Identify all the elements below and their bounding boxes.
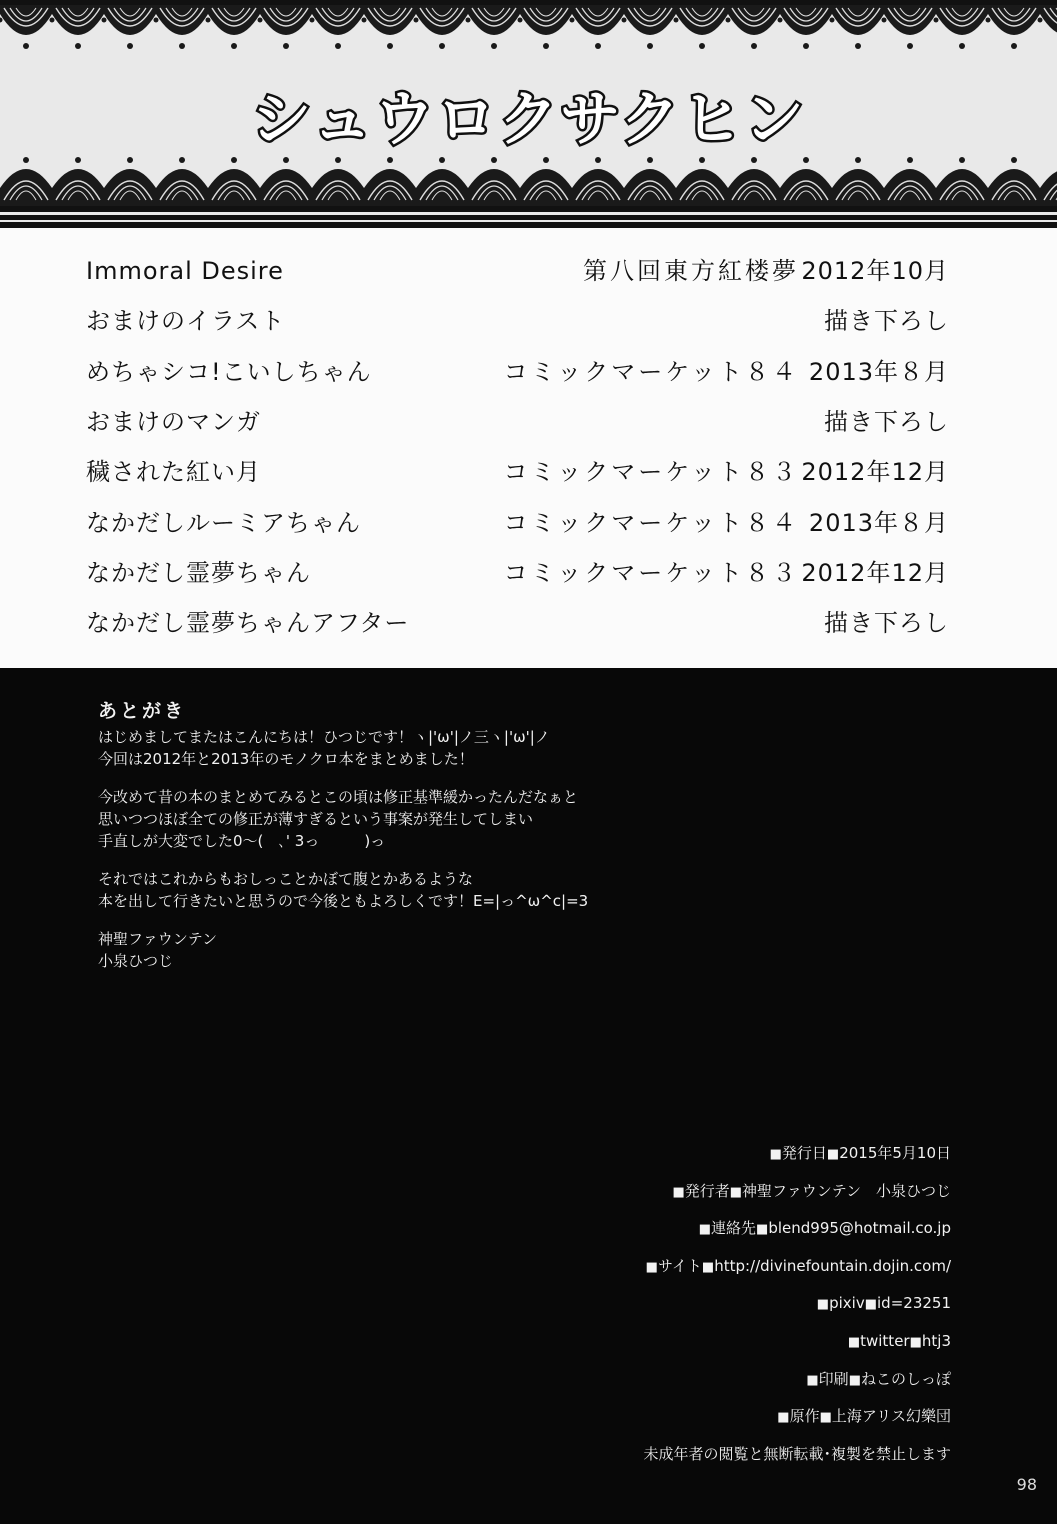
afterword-line: はじめましてまたはこんにちは！ひつじです！ヽ|'ω'|ノ三ヽ|'ω'|ノ	[98, 728, 550, 746]
afterword-paragraph	[98, 868, 718, 912]
colophon-line	[451, 1288, 951, 1326]
colophon-label: pixiv	[829, 1294, 865, 1313]
colophon-value: 神聖ファウンテン 小泉ひつじ	[742, 1181, 951, 1200]
work-row	[0, 397, 1057, 447]
square-bullet-icon: ■	[672, 1184, 685, 1200]
work-title: Immoral Desire	[86, 257, 284, 285]
work-title: めちゃシコ!こいしちゃん	[86, 357, 372, 386]
work-date: 2012年12月	[801, 558, 949, 587]
square-bullet-icon: ■	[848, 1372, 861, 1388]
work-row	[0, 598, 1057, 648]
work-row	[0, 498, 1057, 548]
work-date: 描き下ろし	[824, 609, 949, 638]
work-event: コミックマーケット８３	[503, 458, 799, 487]
work-title: おまけのイラスト	[86, 307, 286, 336]
square-bullet-icon: ■	[847, 1334, 861, 1350]
work-row	[0, 447, 1057, 497]
afterword-paragraph	[98, 928, 718, 972]
afterword-heading: あとがき	[98, 700, 187, 722]
colophon-value: 上海アリス幻樂団	[831, 1407, 951, 1426]
work-row	[0, 246, 1057, 296]
square-bullet-icon: ■	[806, 1372, 819, 1388]
afterword-line: 今改めて昔の本のまとめてみるとこの頃は修正基準緩かったんだなぁと	[98, 788, 579, 806]
colophon-label: 原作	[789, 1407, 820, 1426]
colophon-line	[451, 1364, 951, 1402]
copyright-notice: 未成年者の閲覧と無断転載･複製を禁止します	[643, 1444, 951, 1463]
colophon-label: サイト	[657, 1256, 702, 1275]
work-title: 穢された紅い月	[86, 458, 261, 487]
work-date: 2012年12月	[801, 458, 949, 487]
afterword-line: 手直しが大変でした0～( ､' 3っ )っ	[98, 832, 386, 850]
colophon-line	[451, 1251, 951, 1289]
work-event: コミックマーケット８４	[503, 357, 799, 386]
square-bullet-icon: ■	[756, 1222, 769, 1238]
lace-border-bottom	[0, 156, 1057, 228]
work-date: 2013年８月	[808, 508, 949, 537]
colophon-value: htj3	[921, 1331, 951, 1350]
colophon-label: twitter	[860, 1331, 910, 1350]
colophon-value: 2015年5月10日	[839, 1144, 951, 1162]
afterword-line: それではこれからもおしっことかぼて腹とかあるような	[98, 870, 474, 888]
colophon-line	[451, 1326, 951, 1364]
colophon-line	[451, 1401, 951, 1439]
afterword-paragraph	[98, 726, 718, 770]
colophon-line	[451, 1176, 951, 1214]
colophon-label: 連絡先	[711, 1219, 757, 1238]
work-date: 2013年８月	[808, 357, 949, 386]
square-bullet-icon: ■	[864, 1297, 878, 1313]
work-row	[0, 548, 1057, 598]
afterword-line: 本を出して行きたいと思うので今後ともよろしくです！Ε=|っ^ω^c|=3	[98, 892, 589, 910]
square-bullet-icon: ■	[645, 1259, 658, 1275]
afterword-line: 小泉ひつじ	[98, 952, 174, 970]
afterword-line: 思いつつほぼ全ての修正が薄すぎるという事案が発生してしまい	[98, 810, 534, 828]
colophon-value: http://divinefountain.dojin.com/	[714, 1256, 951, 1275]
square-bullet-icon: ■	[816, 1297, 830, 1313]
works-list	[0, 228, 1057, 668]
work-event: 第八回東方紅楼夢	[583, 257, 799, 285]
work-event: コミックマーケット８４	[503, 508, 799, 537]
square-bullet-icon: ■	[769, 1147, 782, 1162]
work-title: おまけのマンガ	[86, 407, 261, 436]
work-title: なかだし霊夢ちゃん	[86, 558, 311, 587]
work-date: 2012年10月	[801, 257, 949, 285]
colophon-value: ねこのしっぽ	[860, 1369, 951, 1388]
square-bullet-icon: ■	[909, 1334, 922, 1350]
work-title: なかだし霊夢ちゃんアフター	[86, 609, 410, 638]
square-bullet-icon: ■	[729, 1184, 743, 1200]
square-bullet-icon: ■	[701, 1259, 715, 1275]
work-date: 描き下ろし	[824, 407, 949, 436]
afterword-section	[98, 700, 718, 988]
work-row	[0, 347, 1057, 397]
page-number: 98	[1016, 1475, 1037, 1494]
colophon-value: blend995@hotmail.co.jp	[768, 1219, 951, 1238]
lace-border-top	[0, 0, 1057, 60]
page-title: シュウロクサクヒン	[251, 85, 806, 155]
work-row	[0, 296, 1057, 346]
work-date: 描き下ろし	[824, 307, 949, 336]
square-bullet-icon: ■	[826, 1147, 840, 1162]
afterword-paragraph	[98, 786, 718, 852]
afterword-line: 神聖ファウンテン	[98, 930, 217, 948]
work-title: なかだしルーミアちゃん	[86, 508, 361, 537]
colophon-label: 発行日	[781, 1144, 827, 1162]
colophon-line	[451, 1213, 951, 1251]
colophon-label: 発行者	[684, 1181, 730, 1200]
colophon-label: 印刷	[818, 1369, 849, 1388]
square-bullet-icon: ■	[698, 1222, 712, 1238]
colophon	[451, 1138, 951, 1476]
header-banner	[0, 0, 1057, 228]
colophon-value: id=23251	[877, 1294, 951, 1313]
afterword-line: 今回は2012年と2013年のモノクロ本をまとめました！	[98, 750, 474, 768]
square-bullet-icon: ■	[777, 1410, 790, 1426]
colophon-line	[451, 1138, 951, 1176]
work-event: コミックマーケット８３	[503, 558, 799, 587]
square-bullet-icon: ■	[819, 1410, 832, 1426]
